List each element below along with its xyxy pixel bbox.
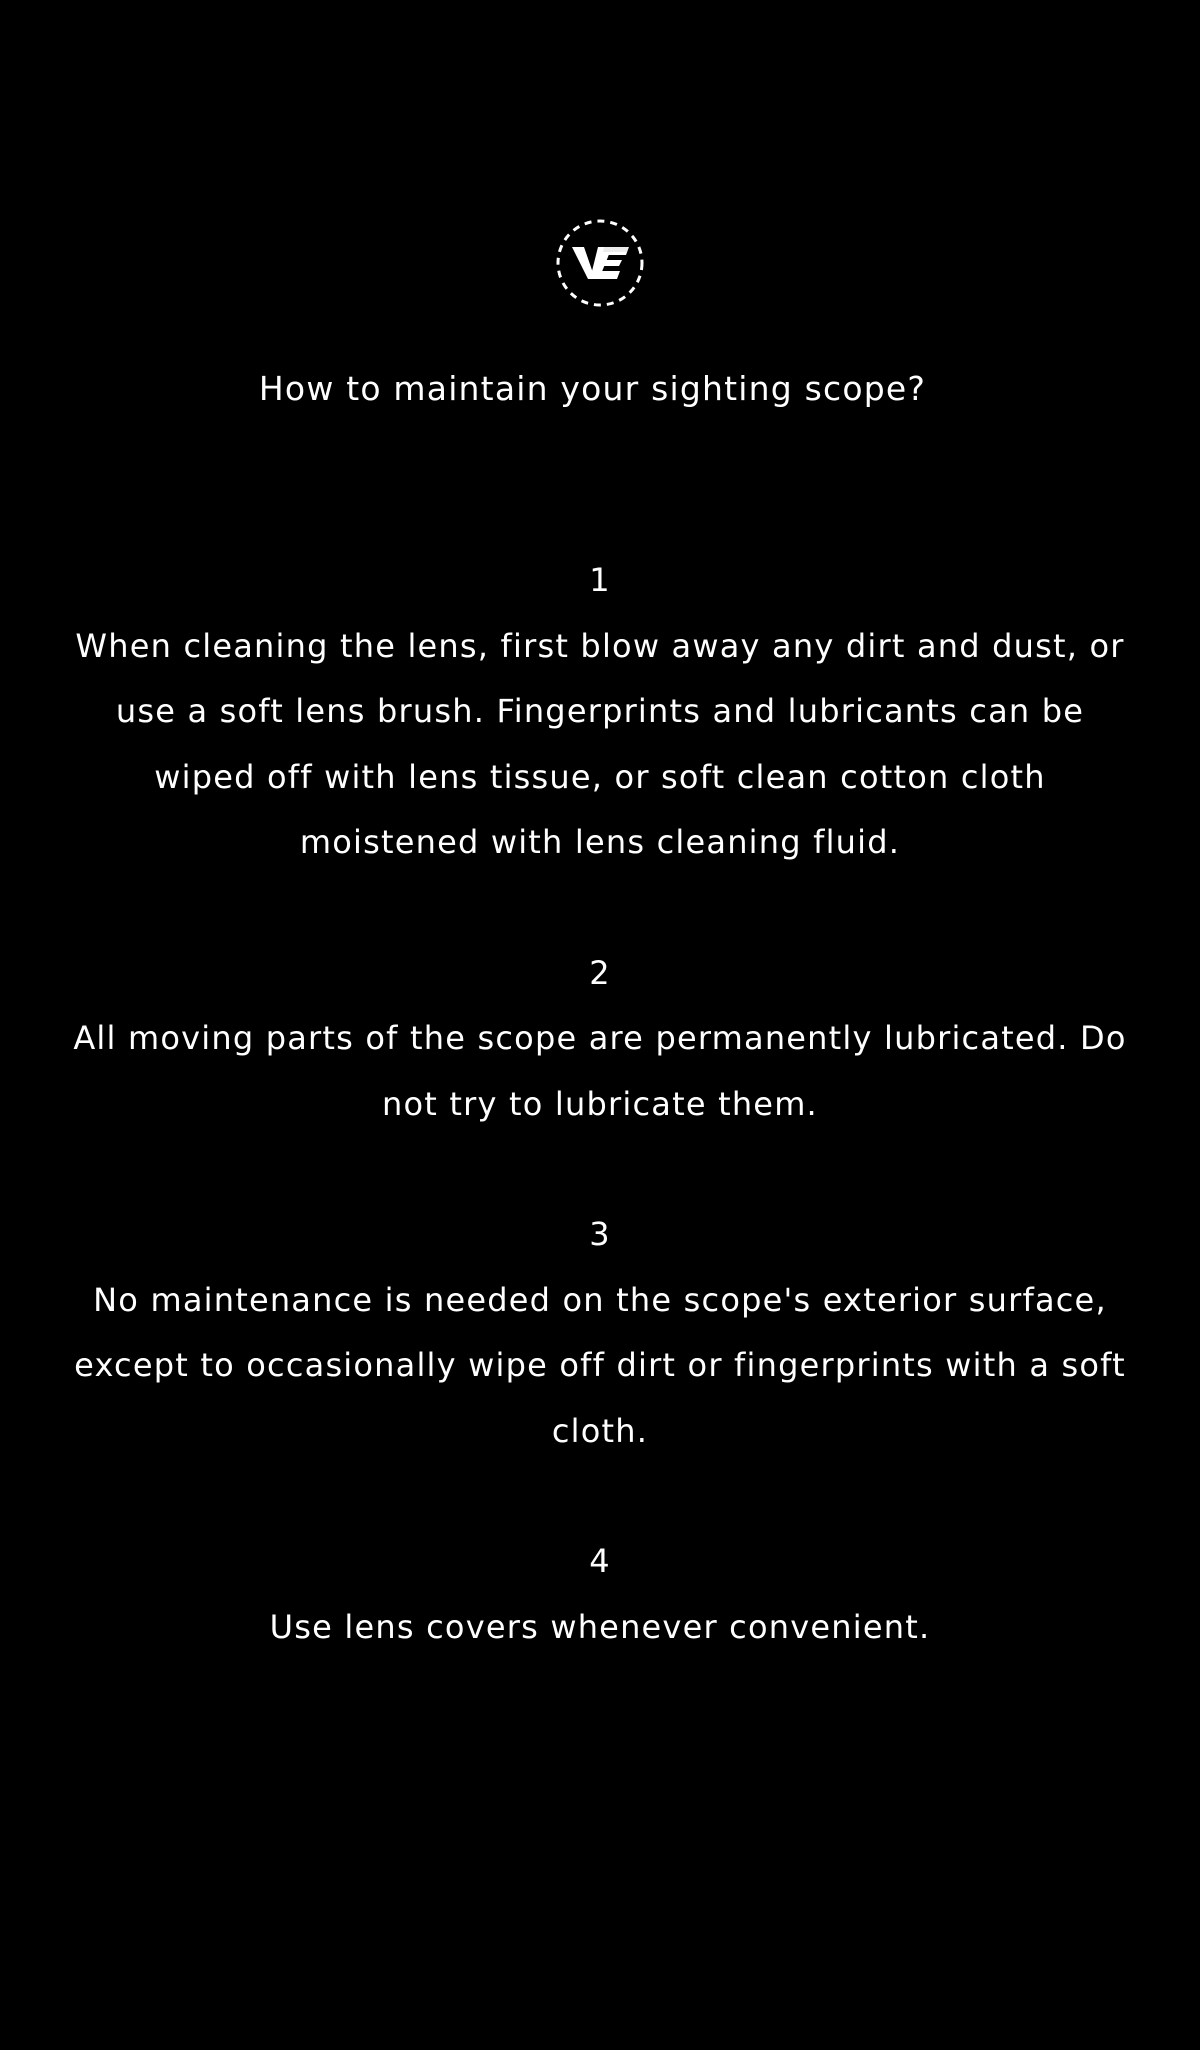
list-item — [60, 548, 1140, 876]
item-number: 3 — [589, 1215, 611, 1253]
list-item — [60, 941, 1140, 1138]
item-number: 1 — [589, 561, 611, 599]
list-item — [60, 1529, 1140, 1660]
maintenance-list — [60, 548, 1140, 1660]
page-title: How to maintain your sighting scope? — [258, 369, 927, 408]
item-number: 2 — [589, 953, 611, 992]
item-text: No maintenance is needed on the scope's exterior surface, except to occasionally wipe off dirt or fingerprints with a soft cloth. — [74, 1280, 1126, 1450]
list-item — [60, 1202, 1140, 1464]
item-text: Use lens covers whenever convenient. — [269, 1607, 931, 1646]
item-text: When cleaning the lens, first blow away any dirt and dust, or use a soft lens brush. Fingerprints and lubricants can be wiped off with lens tissue, or soft clean cotton cloth moistened with lens cleaning fluid. — [75, 626, 1125, 861]
item-number: 4 — [589, 1542, 611, 1580]
brand-logo-icon — [555, 218, 645, 308]
item-text: All moving parts of the scope are permanently lubricated. Do not try to lubricate them. — [73, 1019, 1127, 1123]
